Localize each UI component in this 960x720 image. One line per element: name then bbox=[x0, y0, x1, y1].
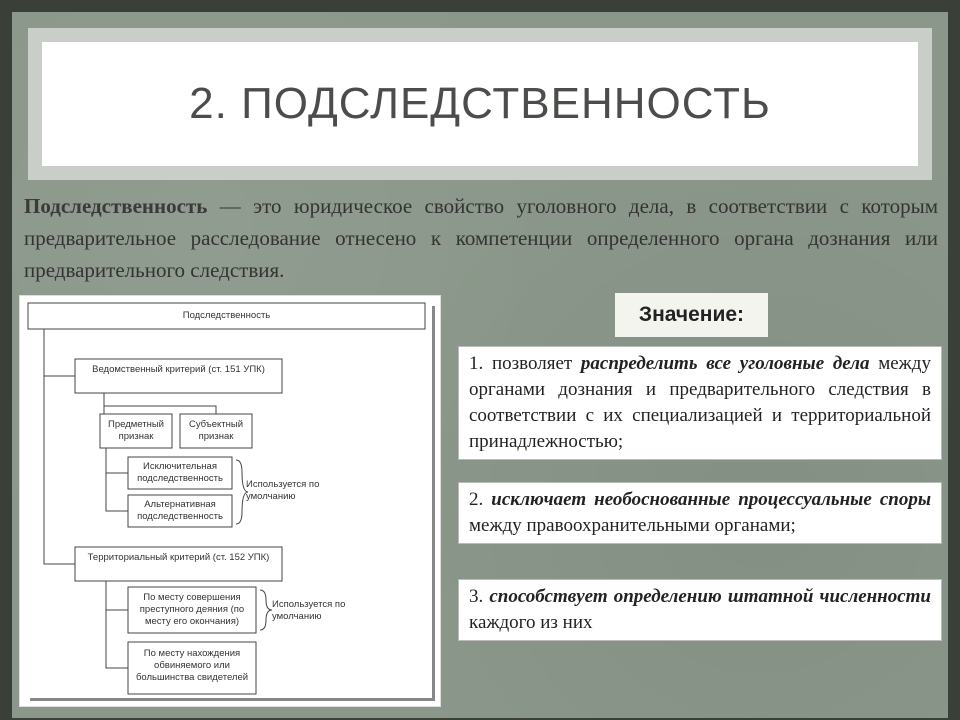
default-note-2: Используется по умолчанию bbox=[272, 599, 346, 622]
diagram-root-label: Подследственность bbox=[182, 310, 271, 321]
meaning-heading: Значение: bbox=[615, 293, 768, 337]
point-text-post: между органами дознания и предварительного следствия в соответствии с их специализацией и территориальной принадлежностью; bbox=[469, 353, 931, 452]
meaning-point-2 bbox=[458, 482, 942, 544]
definition-term: Подследственность bbox=[24, 194, 208, 218]
point-number: 3. bbox=[469, 586, 484, 607]
slide-title: 2. ПОДСЛЕДСТВЕННОСТЬ bbox=[189, 79, 771, 128]
slide bbox=[12, 12, 948, 718]
subjective-feature: Субъектный признак bbox=[188, 419, 244, 442]
subject-feature: Предметный признак bbox=[108, 419, 164, 442]
point-emphasis: способствует определению штатной численности bbox=[489, 586, 932, 607]
territorial-criterion: Территориальный критерий (ст. 152 УПК) bbox=[87, 552, 270, 563]
departmental-criterion: Ведомственный критерий (ст. 151 УПК) bbox=[92, 364, 265, 375]
place-of-crime: По месту совершения преступного деяния (по месту его окончания) bbox=[139, 592, 245, 627]
point-emphasis: распределить все уголовные дела bbox=[580, 353, 870, 374]
exclusive-jurisdiction: Исключительная подследственность bbox=[137, 461, 223, 484]
definition-paragraph bbox=[24, 190, 938, 286]
title-frame bbox=[28, 28, 932, 180]
point-number: 1. bbox=[469, 353, 484, 374]
point-emphasis: исключает необоснованные процессуальные споры bbox=[491, 489, 931, 510]
title-box bbox=[42, 42, 918, 166]
meaning-point-1 bbox=[458, 346, 942, 460]
meaning-point-3 bbox=[458, 579, 942, 641]
default-note-1: Используется по умолчанию bbox=[246, 479, 320, 502]
point-text-post: каждого из них bbox=[469, 612, 593, 633]
jurisdiction-diagram bbox=[20, 296, 440, 706]
diagram-lines bbox=[20, 296, 440, 706]
point-text-pre: позволяет bbox=[483, 353, 581, 374]
place-of-accused: По месту нахождения обвиняемого или большинства свидетелей bbox=[135, 648, 249, 683]
definition-text: — это юридическое свойство уголовного дела, в соответствии с которым предварительное расследование отнесено к компетенции определенного органа дознания или предварительного следствия. bbox=[24, 194, 938, 282]
alternative-jurisdiction: Альтернативная подследственность bbox=[137, 499, 223, 522]
point-number: 2. bbox=[469, 489, 484, 510]
point-text-post: между правоохранительными органами; bbox=[469, 515, 796, 536]
